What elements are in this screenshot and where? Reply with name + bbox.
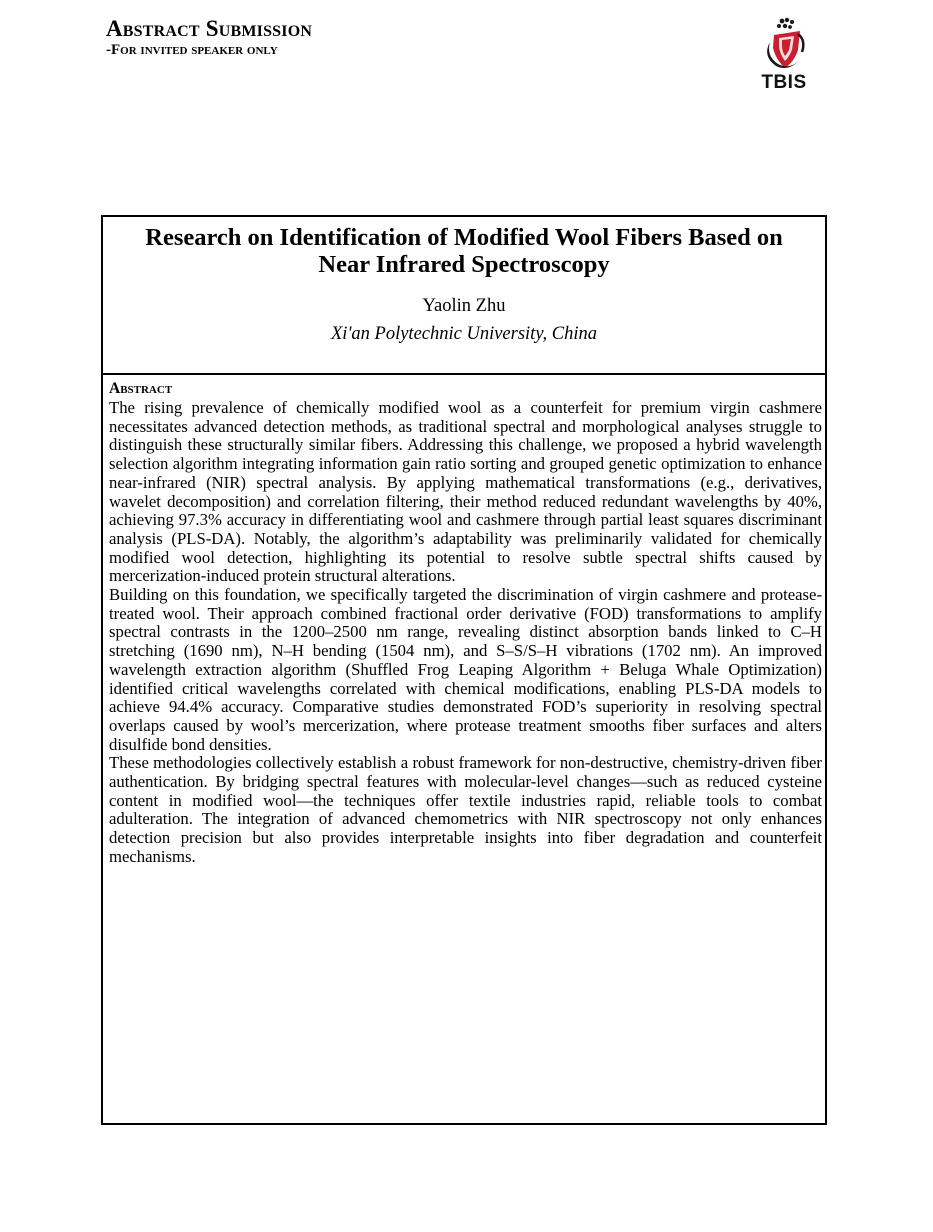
submission-header-title: Abstract Submission — [106, 16, 313, 41]
abstract-paragraph: The rising prevalence of chemically modified wool as a counterfeit for premium virgin cashmere necessitates advanced detection methods, as traditional spectral and morphological analyses struggle to distinguish these structurally similar fibers. Addressing this challenge, we proposed a hybrid wavelength selection algorithm integrating information gain ratio sorting and grouped genetic optimization to enhance near-infrared (NIR) spectral analysis. By applying mathematical transformations (e.g., derivatives, wavelet decomposition) and correlation filtering, their method reduced redundant wavelengths by 40%, achieving 97.3% accuracy in differentiating wool and cashmere through partial least squares discriminant analysis (PLS-DA). Notably, the algorithm’s adaptability was preliminarily validated for chemically modified wool detection, highlighting its potential to resolve subtle spectral shifts caused by mercerization-induced protein structural alterations. — [109, 398, 822, 586]
tbis-logo-icon — [752, 16, 816, 72]
abstract-body — [109, 399, 822, 867]
paper-author: Yaolin Zhu — [422, 296, 506, 316]
abstract-frame — [101, 215, 827, 1125]
paper-title-block — [103, 217, 825, 375]
abstract-heading: Abstract — [109, 380, 173, 397]
tbis-logo-text: TBIS — [761, 72, 807, 93]
abstract-paragraph: These methodologies collectively establish a robust framework for non-destructive, chemistry-driven fiber authentication. By bridging spectral features with molecular-level changes—such as reduced cysteine content in modified wool—the techniques offer textile industries rapid, reliable tools to combat adulteration. The integration of advanced chemometrics with NIR spectroscopy not only enhances detection precision but also provides interpretable insights into fiber degradation and counterfeit mechanisms. — [109, 753, 822, 866]
tbis-logo — [752, 16, 816, 94]
paper-title: Research on Identification of Modified Wool Fibers Based on Near Infrared Spectroscopy — [145, 224, 783, 278]
submission-header-subtitle: -For invited speaker only — [106, 42, 278, 58]
abstract-paragraph: Building on this foundation, we specifically targeted the discrimination of virgin cashmere and protease-treated wool. Their approach combined fractional order derivative (FOD) transformations to amplify spectral contrasts in the 1200–2500 nm range, revealing distinct absorption bands linked to C–H stretching (1690 nm), N–H bending (1504 nm), and S–S/S–H vibrations (1702 nm). An improved wavelength extraction algorithm (Shuffled Frog Leaping Algorithm + Beluga Whale Optimization) identified critical wavelengths correlated with chemical modifications, enabling PLS-DA models to achieve 94.4% accuracy. Comparative studies demonstrated FOD’s superiority in resolving spectral overlaps caused by wool’s mercerization, where protease treatment smooths fiber surfaces and alters disulfide bond densities. — [109, 585, 822, 754]
paper-affiliation: Xi'an Polytechnic University, China — [331, 324, 597, 344]
